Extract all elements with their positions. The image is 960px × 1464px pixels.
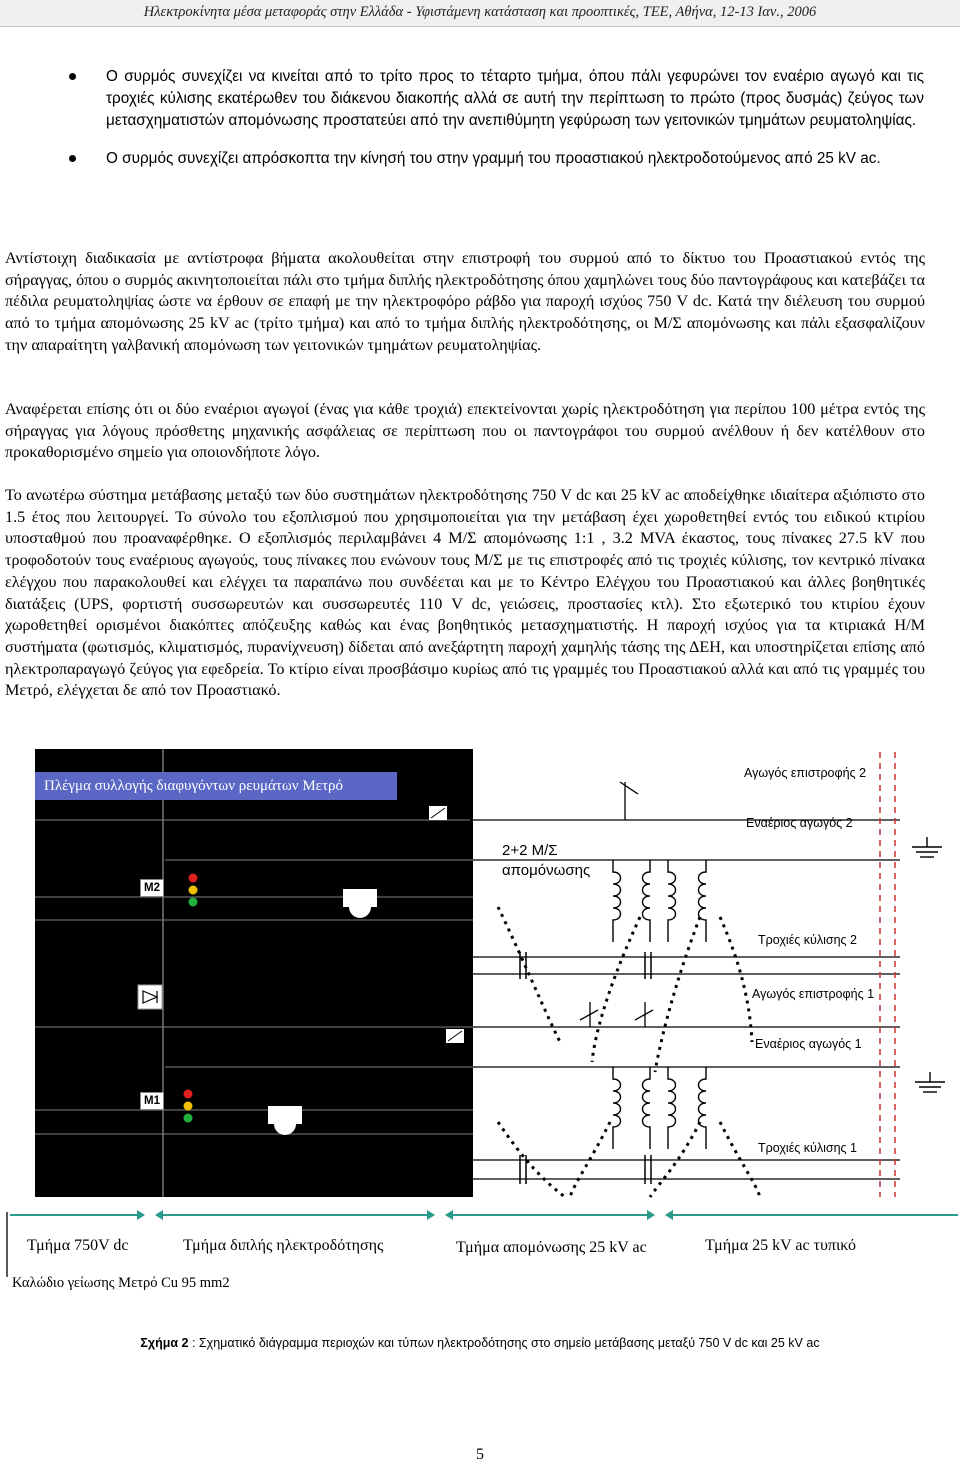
grounding-cable-label: Καλώδιο γείωσης Μετρό Cu 95 mm2 bbox=[12, 1275, 230, 1291]
signal-lights-2 bbox=[189, 874, 198, 907]
bullet-dot-icon bbox=[69, 155, 76, 162]
label-overhead-1: Εναέριος αγωγός 1 bbox=[755, 1037, 862, 1051]
signal-lights-1 bbox=[184, 1090, 193, 1123]
transformer-coils-2 bbox=[613, 860, 706, 942]
ground-icon-2 bbox=[912, 837, 942, 857]
bullet-item bbox=[0, 66, 924, 132]
caption-text: : Σχηματικό διάγραμμα περιοχών και τύπων ηλεκτροδότησης στο σημείο μετάβασης μεταξύ 750 V dc και 25 kV ac bbox=[188, 1336, 820, 1350]
label-return-1: Αγωγός επιστροφής 1 bbox=[752, 987, 875, 1001]
label-rails-2: Τροχιές κύλισης 2 bbox=[758, 933, 857, 947]
label-return-2: Αγωγός επιστροφής 2 bbox=[744, 766, 867, 780]
paragraph-return-procedure: Αντίστοιχη διαδικασία με αντίστροφα βήματα ακολουθείται στην επιστροφή του συρμού από το δίκτυο του Προαστιακού εντός της σήραγγας, όπου ο συρμός ακινητοποιείται πάλι στο τμήμα διπλής ηλεκτροδότησης όπου χαμηλώνει τους δύο παντογράφους και κατεβάζει τα πέδιλα ρευματοληψίας ώστε να έρθουν σε επαφή με την ηλεκτροφόρο ράβδο για παροχή ισχύος 750 V dc. Κατά την διέλευση του συρμού από το τμήμα απομόνωσης 25 kV ac (τρίτο τμήμα) και από το τμήμα διπλής ηλεκτροδότησης, οι Μ/Σ απομόνωσης και πάλι εξασφαλίζουν την απαραίτητη γαλβανική απομόνωση των γειτονικών τμημάτων ρευματοληψίας. bbox=[5, 249, 925, 354]
section-isolation: Τμήμα απομόνωσης 25 kV ac bbox=[456, 1239, 647, 1256]
bullet-text: Ο συρμός συνεχίζει να κινείται από το τρίτο προς το τέταρτο τμήμα, όπου πάλι γεφυρώνει τον εναέριο αγωγό και τις τροχιές κύλισης εκατέρωθεν του διάκενου διακοπής αλλά σε αυτή την περίπτωση το πρώτο (προς δυσμάς) ζεύγος των μετασχηματιστών απομόνωσης προστατεύει από την ανεπιθύμητη γεφύρωση των γειτονικών τμημάτων ρευματοληψίας. bbox=[106, 68, 924, 129]
bullet-text: Ο συρμός συνεχίζει απρόσκοπτα την κίνησή του στην γραμμή του προαστιακού ηλεκτροδοτούμενος από 25 kV ac. bbox=[106, 150, 881, 167]
paragraph-system-reliability: Το ανωτέρω σύστημα μετάβασης μεταξύ των δύο συστημάτων ηλεκτροδότησης 750 V dc και 25 kV ac αποδείχθηκε ιδιαίτερα αξιόπιστο στο 1.5 έτος που λειτουργεί. Το σύνολο του εξοπλισμού που χρησιμοποιείται για την μετάβαση έχει χωροθετηθεί εντός του ειδικού κτιρίου υποσταθμού που προαναφέρθηκε. Ο εξοπλισμός περιλαμβάνει 4 Μ/Σ απομόνωσης 1:1 , 3.2 MVA έκαστος, τους πίνακες 27.5 kV που τροφοδοτούν τους εναέριους αγωγούς, τους πίνακες που ενώνουν τους Μ/Σ με τις επιστροφές από τις τροχιές κύλισης, τον κεντρικό πίνακα ελέγχου που παρακολουθεί και ελέγχει τα παραπάνω που συνδέεται και με το Κέντρο Ελέγχου του Προαστιακού και άλλες βοηθητικές διατάξεις (UPS, φορτιστή συσσωρευτών και συσσωρευτές 110 V dc, γειώσεις, προστασίες κτλ). Στο εξωτερικό του κτιρίου έχουν χωροθετηθεί ορισμένοι διακόπτες απόζευξης καθώς και ένας βοηθητικός μετασχηματιστής. Η παροχή ισχύος για τα κτιριακά Η/Μ συστήματα (φωτισμός, κλιματισμός, πυρανίχνευση) δίδεται από ανεξάρτητη παροχή χαμηλής τάσης της ΔΕΗ, και υποστηρίζεται επίσης από ηλεκτροπαραγωγό ζεύγος για εφεδρεία. Το κτίριο είναι προσβάσιμο κυρίως από τις γραμμές του Προαστιακού αλλά και από τις γραμμές του Μετρό, ελέγχεται δε από τον Προαστιακό. bbox=[5, 486, 925, 700]
disconnector-switches bbox=[580, 782, 653, 1027]
label-overhead-2: Εναέριος αγωγός 2 bbox=[746, 816, 853, 830]
transformers-label-line1: 2+2 Μ/Σ bbox=[502, 842, 558, 859]
ground-icon-1 bbox=[915, 1072, 945, 1092]
bullet-item bbox=[0, 148, 924, 170]
transition-diagram bbox=[0, 742, 960, 1302]
bullet-list bbox=[0, 66, 960, 186]
running-header: Ηλεκτροκίνητα μέσα μεταφοράς στην Ελλάδα - Υφιστάμενη κατάσταση και προοπτικές, ΤΕΕ, Αθήνα, 12-13 Ιαν., 2006 bbox=[0, 0, 960, 27]
paragraph-overhead-extension: Αναφέρεται επίσης ότι οι δύο εναέριοι αγωγοί (ένας για κάθε τροχιά) επεκτείνονται χωρίς ηλεκτροδότηση για περίπου 100 μέτρα εντός της σήραγγας για λόγους πρόσθετης μηχανικής ασφάλειας σε περίπτωση που οι παντογράφοι του συρμού ανέλθουν ή δεν κατέλθουν στο προκαθορισμένο σημείο για οποιονδήποτε λόγο. bbox=[5, 400, 925, 462]
m2-label: M2 bbox=[140, 879, 164, 897]
label-rails-1: Τροχιές κύλισης 1 bbox=[758, 1141, 857, 1155]
transformers-label-line2: απομόνωσης bbox=[502, 862, 591, 879]
section-750v-dc: Τμήμα 750V dc bbox=[27, 1237, 129, 1254]
page-number: 5 bbox=[476, 1446, 484, 1463]
m1-label: M1 bbox=[140, 1092, 164, 1110]
section-25kv-ac: Τμήμα 25 kV ac τυπικό bbox=[705, 1237, 856, 1254]
figure-caption bbox=[0, 1336, 960, 1350]
metro-grid-label: Πλέγμα συλλογής διαφυγόντων ρευμάτων Μετρό bbox=[35, 772, 397, 800]
section-dual-supply: Τμήμα διπλής ηλεκτροδότησης bbox=[183, 1237, 384, 1254]
dotted-cables bbox=[498, 907, 760, 1197]
caption-label: Σχήμα 2 bbox=[140, 1336, 189, 1350]
bullet-dot-icon bbox=[69, 73, 76, 80]
metro-area-background bbox=[35, 749, 473, 1197]
